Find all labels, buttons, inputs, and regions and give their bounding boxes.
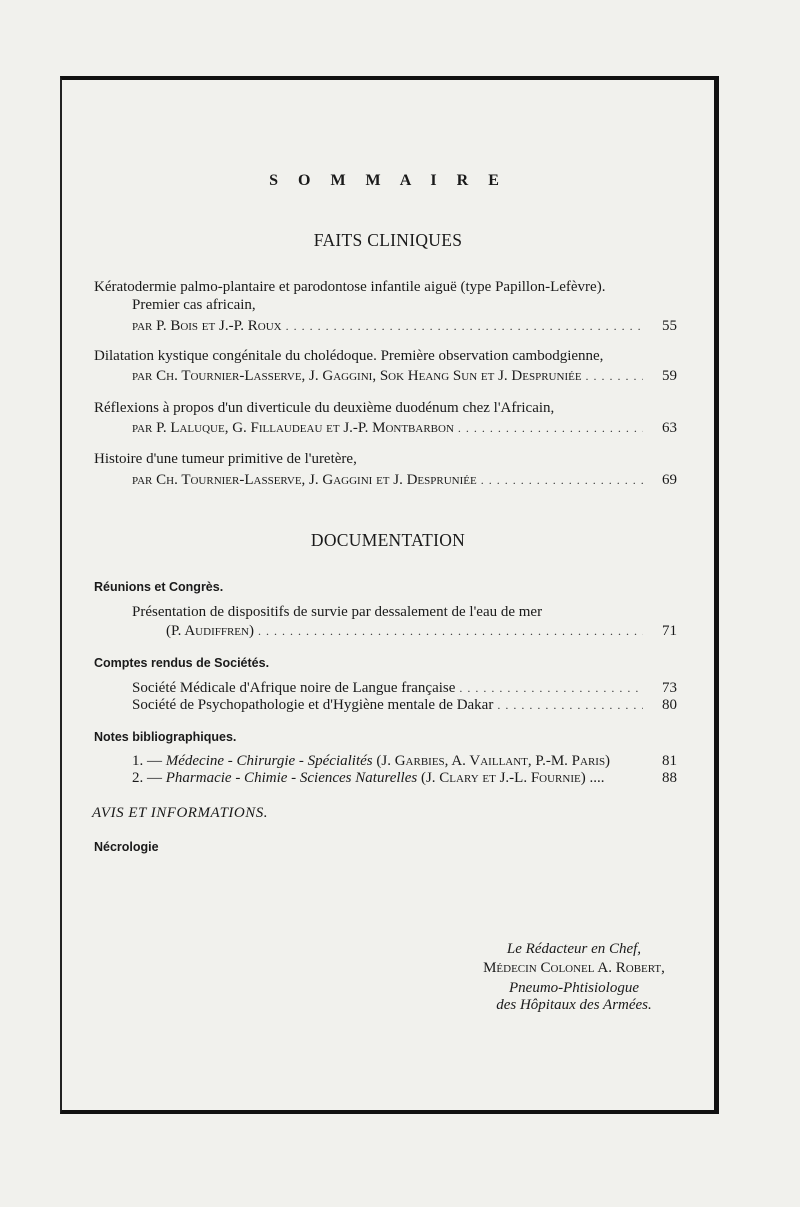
notes-authors-1: (J. Garbies, A. Vaillant, P.-M. Paris): [376, 753, 611, 769]
entry-3-authors: par P. Laluque, G. Fillaudeau et J.-P. Montbarbon: [132, 420, 454, 436]
comptes-heading: Comptes rendus de Sociétés.: [94, 656, 270, 670]
notes-authors-2: (J. Clary et J.-L. Fournie) ....: [420, 770, 605, 786]
comptes-item-2: Société de Psychopathologie et d'Hygiène mentale de Dakar: [132, 697, 494, 713]
notes-num-1: 1. —: [132, 753, 162, 769]
notes-page-2: 88: [662, 770, 677, 786]
dot-leader: [458, 421, 643, 436]
dot-leader: [286, 319, 643, 334]
dot-leader: [258, 624, 643, 639]
entry-3-page: 63: [662, 420, 677, 436]
reunions-row: [166, 623, 677, 640]
dot-leader: [497, 698, 643, 713]
entry-1-page: 55: [662, 318, 677, 334]
entry-4-title: Histoire d'une tumeur primitive de l'uretère,: [94, 451, 357, 467]
reunions-line1: Présentation de dispositifs de survie par dessalement de l'eau de mer: [132, 604, 543, 620]
entry-3-title: Réflexions à propos d'un diverticule du deuxième duodénum chez l'Africain,: [94, 400, 555, 416]
comptes-page-1: 73: [662, 680, 677, 696]
dot-leader: [459, 681, 643, 696]
signature-line-1: Le Rédacteur en Chef,: [506, 941, 642, 957]
notes-row-2: [132, 770, 677, 787]
comptes-item-1: Société Médicale d'Afrique noire de Langue française: [132, 680, 456, 696]
entry-2-row: [132, 368, 677, 385]
entry-4-page: 69: [662, 472, 677, 488]
section-documentation: DOCUMENTATION: [310, 530, 466, 550]
comptes-row-2: [132, 697, 677, 714]
entry-2-authors: par Ch. Tournier-Lasserve, J. Gaggini, Sok Heang Sun et J. Despruniée: [132, 368, 582, 384]
page-frame: [60, 76, 719, 1114]
entry-2-page: 59: [662, 368, 677, 384]
entry-3-row: [132, 420, 677, 437]
signature-line-2: Médecin Colonel A. Robert,: [483, 960, 665, 976]
page-title: S O M M A I R E: [269, 172, 507, 189]
notes-subject-2: Pharmacie - Chimie - Sciences Naturelles: [165, 770, 418, 786]
entry-1-row: [132, 318, 677, 335]
entry-4-authors: par Ch. Tournier-Lasserve, J. Gaggini et J. Despruniée: [132, 472, 477, 488]
notes-row-1: [132, 753, 677, 770]
signature-line-4: des Hôpitaux des Armées.: [496, 997, 652, 1013]
reunions-authors: (P. Audiffren): [166, 623, 254, 639]
notes-heading: Notes bibliographiques.: [94, 730, 237, 744]
notes-num-2: 2. —: [132, 770, 162, 786]
comptes-page-2: 80: [662, 697, 677, 713]
avis-heading: AVIS ET INFORMATIONS.: [92, 805, 268, 821]
signature-line-3: Pneumo-Phtisiologue: [509, 980, 639, 996]
necrologie-heading: Nécrologie: [94, 840, 159, 854]
comptes-row-1: [132, 680, 677, 697]
reunions-heading: Réunions et Congrès.: [94, 580, 224, 594]
entry-1-title-cont: Premier cas africain,: [132, 297, 256, 313]
entry-1-title: Kératodermie palmo-plantaire et parodontose infantile aiguë (type Papillon-Lefèvre).: [94, 279, 606, 295]
entry-2-title: Dilatation kystique congénitale du cholédoque. Première observation cambodgienne,: [94, 348, 604, 364]
notes-subject-1: Médecine - Chirurgie - Spécialités: [165, 753, 373, 769]
entry-1-authors: par P. Bois et J.-P. Roux: [132, 318, 282, 334]
entry-4-row: [132, 472, 677, 489]
dot-leader: [586, 369, 643, 384]
reunions-page: 71: [662, 623, 677, 639]
notes-page-1: 81: [662, 753, 677, 769]
section-faits-cliniques: FAITS CLINIQUES: [313, 230, 463, 250]
dot-leader: [481, 473, 643, 488]
